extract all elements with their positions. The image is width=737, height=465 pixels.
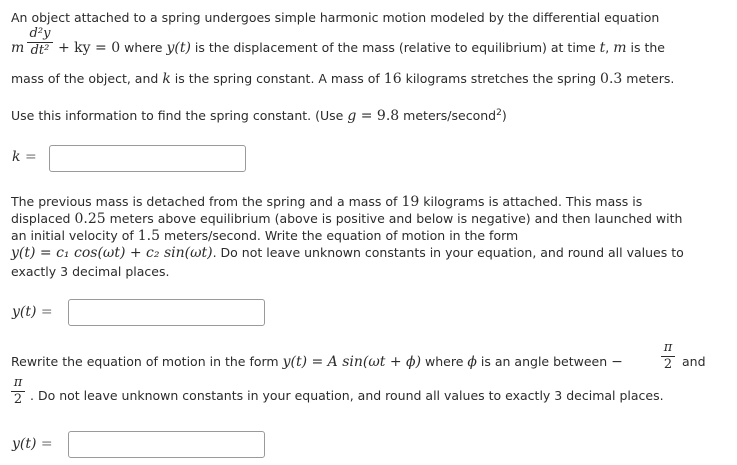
minus-sign: − (611, 354, 623, 370)
intro-text: is the spring constant. A mass of (170, 71, 384, 86)
superscript-2: 2 (496, 108, 502, 118)
amplitude-phase-form-input[interactable] (68, 431, 265, 458)
equation-of-motion-input[interactable] (68, 299, 265, 326)
de-m: m (11, 40, 25, 56)
q1-label: k = (12, 149, 37, 165)
intro-line-2 (11, 40, 24, 56)
de-numerator: d²y (29, 26, 51, 41)
pi-over-2: π 2 (11, 376, 25, 407)
stretch-value: 0.3 (600, 71, 623, 87)
g-value: = 9.8 (356, 108, 400, 125)
intro-text: mass of the object, and (11, 71, 163, 86)
q3-label: y(t) = (12, 436, 53, 452)
amplitude-form-math: y(t) = A sin(ωt + ϕ) (282, 354, 422, 370)
k-math: k (162, 71, 171, 87)
displacement-value: 0.25 (74, 211, 106, 227)
part2-line-2: displaced 0.25 meters above equilibrium (above is positive and below is negative) and then launched with (11, 211, 683, 227)
part2-line-1: The previous mass is detached from the spring and a mass of 19 kilograms is attached. This mass is (11, 194, 643, 210)
use-info-line (11, 108, 507, 124)
intro-text: is the displacement of the mass (relative to equilibrium) at time (190, 40, 600, 55)
yt-math: y(t) (166, 40, 191, 56)
de-denominator: dt² (30, 43, 50, 58)
use-info-text: Use this information to find the spring constant. (Use (11, 108, 348, 124)
neg-pi-over-2: π 2 (661, 341, 675, 372)
de-fraction (27, 27, 53, 58)
mass2-value: 19 (401, 194, 420, 210)
m-math: m (613, 40, 627, 56)
intro-text: kilograms stretches the spring (401, 71, 601, 86)
part3-line-1: Rewrite the equation of motion in the form y(t) = A sin(ωt + ϕ) where ϕ is an angle between − (11, 354, 623, 370)
part2-line-3: an initial velocity of 1.5 meters/second. Write the equation of motion in the form (11, 228, 519, 244)
velocity-value: 1.5 (137, 228, 161, 244)
intro-text: where (120, 40, 167, 55)
mass1-value: 16 (383, 71, 402, 87)
form-math: y(t) = c₁ cos(ωt) + c₂ sin(ωt) (11, 245, 213, 261)
spring-constant-input[interactable] (49, 145, 246, 172)
intro-line-2-rest (58, 40, 665, 56)
part3-line-2: . Do not leave unknown constants in your equation, and round all values to exactly 3 decimal places. (30, 388, 664, 403)
intro-line-1: An object attached to a spring undergoes simple harmonic motion modeled by the differential equation (11, 10, 660, 25)
part2-line-4: y(t) = c₁ cos(ωt) + c₂ sin(ωt). Do not leave unknown constants in your equation, and round all values to (11, 245, 684, 261)
part2-line-5: exactly 3 decimal places. (11, 264, 170, 279)
t-math: t (599, 40, 606, 56)
de-rest: + ky = 0 (58, 40, 121, 56)
phi-math: ϕ (467, 354, 477, 370)
use-info-text: meters/second (399, 108, 497, 124)
intro-text: , (605, 40, 614, 55)
intro-line-3 (11, 71, 674, 87)
and-text: and (682, 354, 706, 369)
intro-text: is the (626, 40, 665, 55)
use-info-text: ) (501, 108, 507, 124)
intro-text: meters. (622, 71, 675, 86)
q2-label: y(t) = (12, 304, 53, 320)
g-math: g (347, 108, 357, 125)
